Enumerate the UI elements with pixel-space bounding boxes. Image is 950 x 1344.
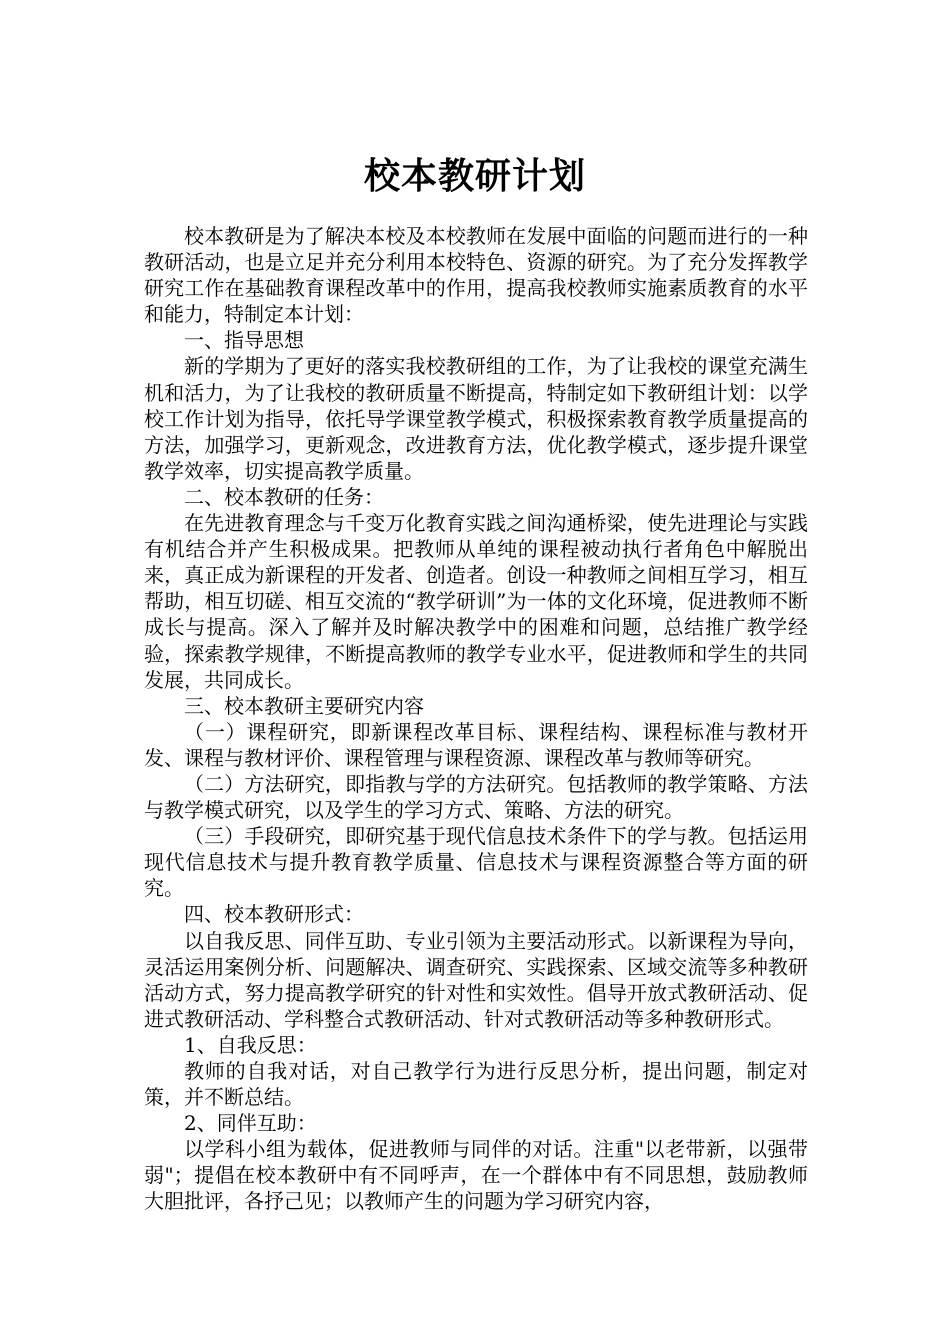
paragraph-forms: 以自我反思、同伴互助、专业引领为主要活动形式。以新课程为导向，灵活运用案例分析、问题解决、调查研究、实践探索、区域交流等多种教研活动方式，努力提高教学研究的针对性和实效性。倡导开放式教研活动、促进式教研活动、学科整合式教研活动、针对式教研活动等多种教研形式。 <box>144 928 808 1031</box>
heading-peer-support: 2、同伴互助： <box>184 1111 317 1136</box>
heading-guiding-ideas: 一、指导思想 <box>184 328 304 353</box>
heading-research-content: 三、校本教研主要研究内容 <box>184 693 424 718</box>
paragraph-intro: 校本教研是为了解决本校及本校教师在发展中面临的问题而进行的一种教研活动，也是立足并充分利用本校特色、资源的研究。为了充分发挥教学研究工作在基础教育课程改革中的作用，提高我校教师实施素质教育的水平和能力，特制定本计划： <box>144 224 808 327</box>
paragraph-means-research: （三）手段研究，即研究基于现代信息技术条件下的学与教。包括运用现代信息技术与提升教育教学质量、信息技术与课程资源整合等方面的研究。 <box>144 824 808 901</box>
paragraph-guiding-ideas: 新的学期为了更好的落实我校教研组的工作，为了让我校的课堂充满生机和活力，为了让我校的教研质量不断提高，特制定如下教研组计划：以学校工作计划为指导，依托导学课堂教学模式，积极探索教育教学质量提高的方法，加强学习，更新观念，改进教育方法，优化教学模式，逐步提升课堂教学效率，切实提高教学质量。 <box>144 354 808 483</box>
paragraph-tasks: 在先进教育理念与千变万化教育实践之间沟通桥梁，使先进理论与实践有机结合并产生积极成果。把教师从单纯的课程被动执行者角色中解脱出来，真正成为新课程的开发者、创造者。创设一种教师之间相互学习，相互帮助，相互切磋、相互交流的“教学研训”为一体的文化环境，促进教师不断成长与提高。深入了解并及时解决教学中的困难和问题，总结推广教学经验，探索教学规律，不断提高教师的教学专业水平，促进教师和学生的共同发展，共同成长。 <box>144 511 808 692</box>
heading-tasks: 二、校本教研的任务： <box>184 484 384 509</box>
heading-forms: 四、校本教研形式： <box>184 902 364 927</box>
document-title: 校本教研计划 <box>363 155 586 198</box>
paragraph-method-research: （二）方法研究，即指教与学的方法研究。包括教师的教学策略、方法与教学模式研究，以及学生的学习方式、策略、方法的研究。 <box>144 771 808 823</box>
heading-self-reflection: 1、自我反思： <box>184 1032 317 1057</box>
paragraph-course-research: （一）课程研究，即新课程改革目标、课程结构、课程标准与教材开发、课程与教材评价、课程管理与课程资源、课程改革与教师等研究。 <box>144 719 808 770</box>
document-body <box>144 223 808 1215</box>
paragraph-self-reflection: 教师的自我对话，对自己教学行为进行反思分析，提出问题，制定对策，并不断总结。 <box>144 1059 808 1110</box>
paragraph-peer-support: 以学科小组为载体，促进教师与同伴的对话。注重"以老带新，以强带弱"；提倡在校本教研中有不同呼声，在一个群体中有不同思想，鼓励教师大胆批评，各抒己见；以教师产生的问题为学习研究内容， <box>144 1137 808 1214</box>
